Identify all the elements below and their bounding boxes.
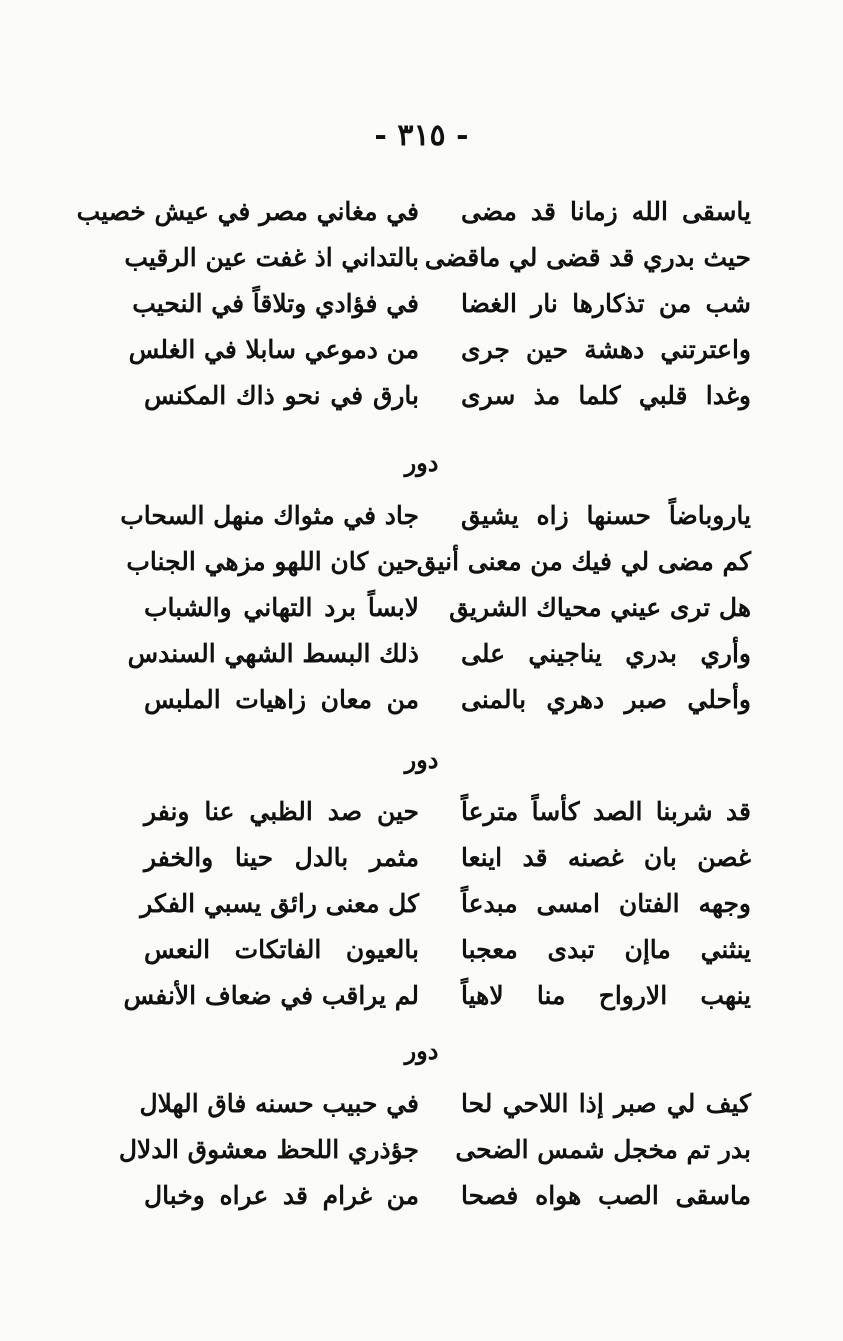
first-hemistich: هل ترى عيني محياك الشريق: [449, 593, 751, 622]
first-hemistich: كم مضى لي فيك من معنى أنيق: [416, 547, 751, 576]
second-hemistich: حين صد الظبي عنا ونفر: [144, 797, 419, 826]
first-hemistich: وأحلي صبر دهري بالمنى: [461, 685, 751, 714]
verse-line: [0, 192, 843, 238]
first-hemistich: بدر تم مخجل شمس الضحى: [455, 1135, 751, 1164]
second-hemistich: من غرام قد عراه وخبال: [144, 1181, 419, 1210]
first-hemistich: وأري بدري يناجيني على: [461, 639, 751, 668]
first-hemistich: ينثني ماإن تبدى معجبا: [461, 935, 751, 964]
second-hemistich: جؤذري اللحظ معشوق الدلال: [118, 1135, 419, 1164]
verse-line: [0, 284, 843, 330]
second-hemistich: حين كان اللهو مزهي الجناب: [126, 547, 419, 576]
verse-line: [0, 976, 843, 1022]
stanza: [0, 192, 843, 422]
section-heading: دور: [404, 745, 439, 774]
second-hemistich: مثمر بالدل حينا والخفر: [144, 843, 419, 872]
verse-line: [0, 838, 843, 884]
stanza: [0, 792, 843, 1022]
first-hemistich: كيف لي صبر إذا اللاحي لحا: [461, 1089, 751, 1118]
section-heading: دور: [404, 448, 439, 477]
verse-line: [0, 930, 843, 976]
first-hemistich: واعترتني دهشة حين جرى: [461, 335, 751, 364]
second-hemistich: لابساً برد التهاني والشباب: [144, 593, 419, 622]
second-hemistich: من معان زاهيات الملبس: [144, 685, 419, 714]
second-hemistich: لم يراقب في ضعاف الأنفس: [123, 981, 419, 1010]
first-hemistich: ياسقى الله زمانا قد مضى: [461, 197, 751, 226]
verse-line: [0, 542, 843, 588]
first-hemistich: ماسقى الصب هواه فصحا: [461, 1181, 751, 1210]
first-hemistich: غصن بان غصنه قد اينعا: [461, 843, 751, 872]
second-hemistich: جاد في مثواك منهل السحاب: [120, 501, 419, 530]
first-hemistich: حيث بدري قد قضى لي ماقضى: [424, 243, 751, 272]
verse-line: [0, 634, 843, 680]
second-hemistich: بارق في نحو ذاك المكنس: [144, 381, 419, 410]
verse-line: [0, 792, 843, 838]
first-hemistich: وجهه الفتان امسى مبدعاً: [461, 889, 751, 918]
verse-line: [0, 238, 843, 284]
first-hemistich: وغدا قلبي كلما مذ سرى: [461, 381, 751, 410]
verse-line: [0, 1176, 843, 1222]
second-hemistich: بالتداني اذ غفت عين الرقيب: [124, 243, 419, 272]
first-hemistich: شب من تذكارها نار الغضا: [461, 289, 751, 318]
verse-line: [0, 680, 843, 726]
stanza: [0, 496, 843, 726]
second-hemistich: ذلك البسط الشهي السندس: [127, 639, 419, 668]
verse-line: [0, 376, 843, 422]
second-hemistich: من دموعي سابلا في الغلس: [128, 335, 419, 364]
second-hemistich: في حبيب حسنه فاق الهلال: [139, 1089, 419, 1118]
second-hemistich: كل معنى رائق يسبي الفكر: [140, 889, 419, 918]
verse-line: [0, 1130, 843, 1176]
verse-line: [0, 330, 843, 376]
first-hemistich: ينهب الارواح منا لاهياً: [461, 981, 751, 1010]
first-hemistich: ياروباضاً حسنها زاه يشيق: [461, 501, 751, 530]
section-heading: دور: [404, 1036, 439, 1065]
stanza: [0, 1084, 843, 1222]
first-hemistich: قد شربنا الصد كأساً مترعاً: [461, 797, 751, 826]
page-number: - ٣١٥ -: [374, 118, 469, 153]
second-hemistich: بالعيون الفاتكات النعس: [144, 935, 419, 964]
second-hemistich: في مغاني مصر في عيش خصيب: [76, 197, 419, 226]
verse-line: [0, 1084, 843, 1130]
second-hemistich: في فؤادي وتلاقاً في النحيب: [132, 289, 419, 318]
verse-line: [0, 496, 843, 542]
verse-line: [0, 884, 843, 930]
verse-line: [0, 588, 843, 634]
